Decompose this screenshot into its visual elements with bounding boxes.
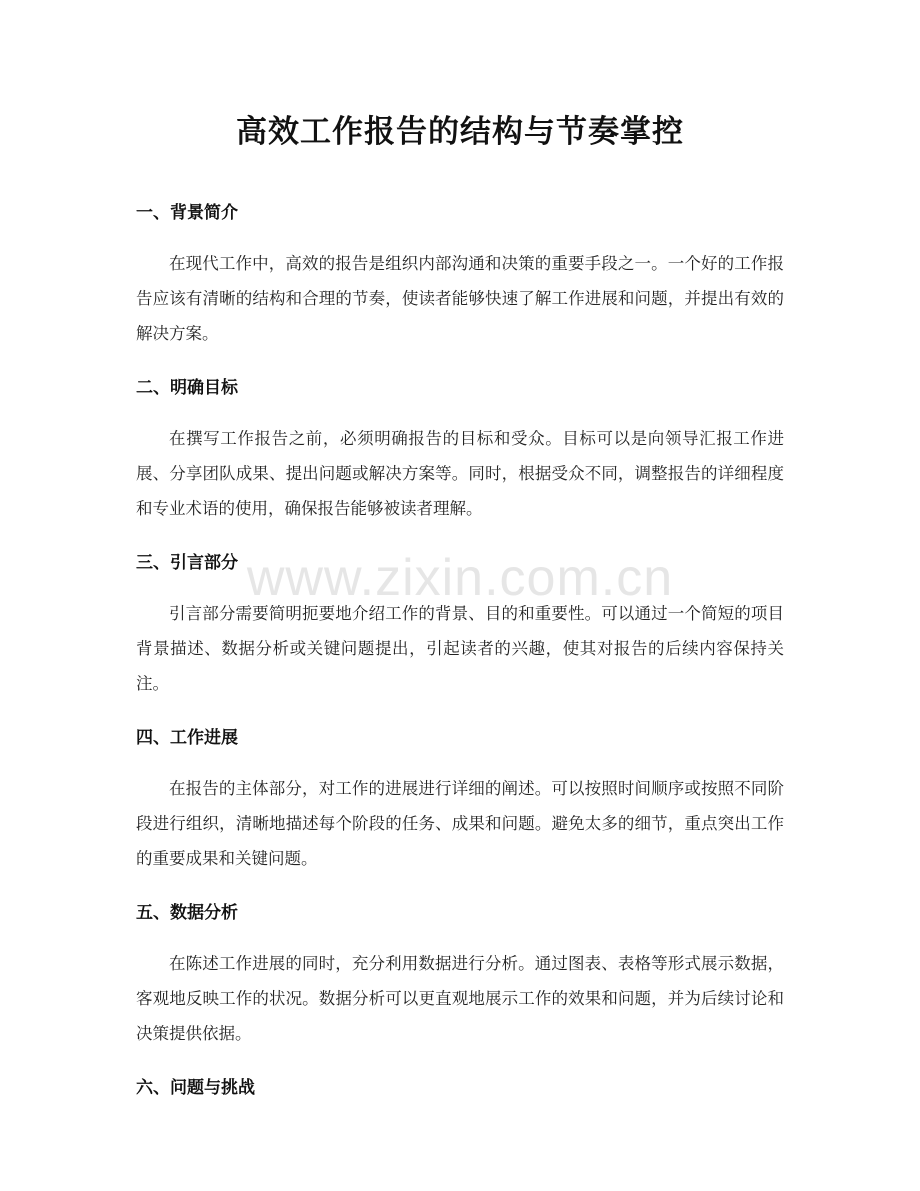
section-heading: 四、工作进展 bbox=[136, 728, 238, 748]
section-paragraph: 在撰写工作报告之前，必须明确报告的目标和受众。目标可以是向领导汇报工作进展、分享团队成果、提出问题或解决方案等。同时，根据受众不同，调整报告的详细程度和专业术语的使用，确保报告能够被读者理解。 bbox=[136, 429, 784, 518]
section-heading: 一、背景简介 bbox=[136, 203, 238, 223]
section-heading: 五、数据分析 bbox=[136, 903, 238, 923]
section-paragraph: 在陈述工作进展的同时，充分利用数据进行分析。通过图表、表格等形式展示数据，客观地反映工作的状况。数据分析可以更直观地展示工作的效果和问题，并为后续讨论和决策提供依据。 bbox=[136, 954, 784, 1043]
section-challenges bbox=[136, 1075, 784, 1101]
section-paragraph: 在报告的主体部分，对工作的进展进行详细的阐述。可以按照时间顺序或按照不同阶段进行组织，清晰地描述每个阶段的任务、成果和问题。避免太多的细节，重点突出工作的重要成果和关键问题。 bbox=[136, 779, 784, 868]
document-title: 高效工作报告的结构与节奏掌控 bbox=[236, 114, 684, 150]
section-paragraph: 引言部分需要简明扼要地介绍工作的背景、目的和重要性。可以通过一个简短的项目背景描述、数据分析或关键问题提出，引起读者的兴趣，使其对报告的后续内容保持关注。 bbox=[136, 604, 784, 693]
section-introduction bbox=[136, 550, 784, 701]
section-goals bbox=[136, 375, 784, 526]
section-data-analysis bbox=[136, 900, 784, 1051]
section-heading: 六、问题与挑战 bbox=[136, 1078, 255, 1098]
section-paragraph: 在现代工作中，高效的报告是组织内部沟通和决策的重要手段之一。一个好的工作报告应该有清晰的结构和合理的节奏，使读者能够快速了解工作进展和问题，并提出有效的解决方案。 bbox=[136, 254, 784, 343]
section-background bbox=[136, 200, 784, 351]
section-progress bbox=[136, 725, 784, 876]
section-heading: 三、引言部分 bbox=[136, 553, 238, 573]
section-heading: 二、明确目标 bbox=[136, 378, 238, 398]
watermark: www.zixin.com.cn bbox=[246, 549, 674, 607]
